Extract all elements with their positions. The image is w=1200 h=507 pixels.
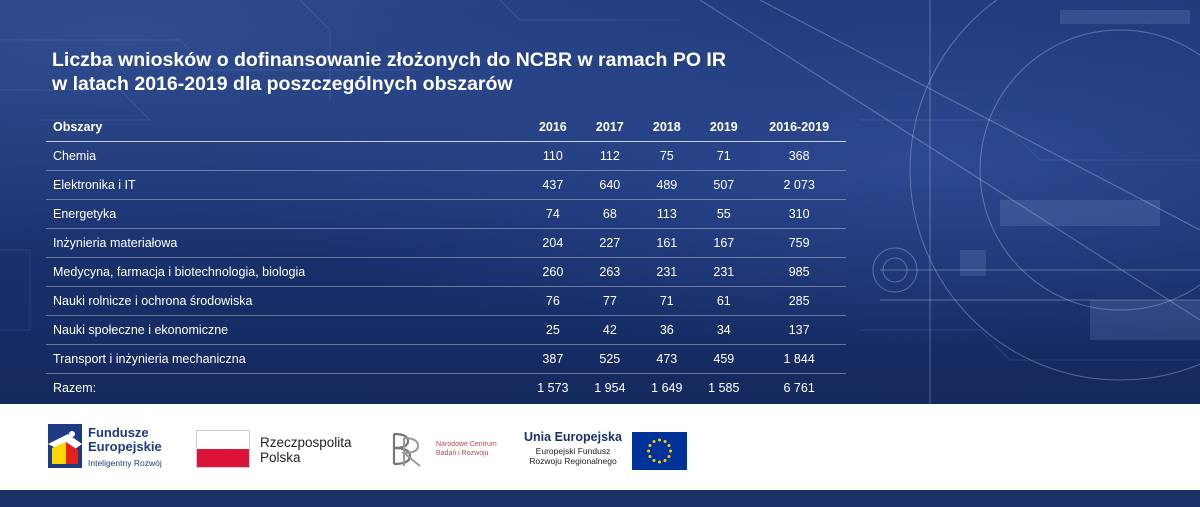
ue-sub-2: Rozwoju Regionalnego bbox=[529, 456, 617, 466]
cell-2018: 36 bbox=[638, 315, 695, 344]
row-label: Elektronika i IT bbox=[46, 170, 524, 199]
eu-star-icon bbox=[658, 461, 661, 464]
cell-2017: 263 bbox=[581, 257, 638, 286]
title-line-1: Liczba wniosków o dofinansowanie złożonych do NCBR w ramach PO IR bbox=[52, 49, 726, 71]
cell-2019: 507 bbox=[695, 170, 752, 199]
ncbr-line-1: Narodowe Centrum bbox=[436, 441, 497, 448]
rzeczpospolita-polska-logo bbox=[196, 430, 366, 470]
row-label: Chemia bbox=[46, 141, 524, 170]
ncbr-line-2: Badań i Rozwoju bbox=[436, 450, 489, 457]
ncbr-logo bbox=[386, 428, 516, 470]
table-header-row bbox=[46, 113, 846, 141]
cell-total: 368 bbox=[752, 141, 846, 170]
data-table bbox=[46, 113, 846, 402]
eu-star-icon bbox=[653, 459, 656, 462]
rp-line-1: Rzeczpospolita bbox=[260, 435, 352, 450]
fundusze-europejskie-logo bbox=[48, 424, 188, 474]
title-line-2: w latach 2016-2019 dla poszczególnych obszarów bbox=[52, 73, 513, 95]
cell-2018: 1 649 bbox=[651, 380, 683, 395]
eu-star-icon bbox=[664, 440, 667, 443]
column-header-2016: 2016 bbox=[524, 113, 581, 141]
table-row bbox=[46, 199, 846, 228]
cell-total: 285 bbox=[752, 286, 846, 315]
row-label: Nauki społeczne i ekonomiczne bbox=[46, 315, 524, 344]
cell-total: 310 bbox=[752, 199, 846, 228]
eu-star-icon bbox=[648, 444, 651, 447]
cell-2017: 525 bbox=[581, 344, 638, 373]
cell-2016: 204 bbox=[524, 228, 581, 257]
ncbr-mark-icon bbox=[386, 428, 428, 470]
cell-total: 985 bbox=[752, 257, 846, 286]
table-row bbox=[46, 257, 846, 286]
cell-2017: 112 bbox=[581, 141, 638, 170]
cell-2019: 1 585 bbox=[708, 380, 740, 395]
eu-flag-icon bbox=[632, 432, 687, 470]
column-header-2018: 2018 bbox=[638, 113, 695, 141]
cell-2017: 1 954 bbox=[594, 380, 626, 395]
unia-europejska-logo bbox=[520, 428, 690, 474]
cell-2016: 76 bbox=[524, 286, 581, 315]
eu-star-icon bbox=[658, 439, 661, 442]
cell-2016: 387 bbox=[524, 344, 581, 373]
ue-line-1: Unia Europejska bbox=[524, 430, 622, 444]
table-row bbox=[46, 286, 846, 315]
cell-2019: 71 bbox=[695, 141, 752, 170]
fe-line-2: Europejskie bbox=[88, 439, 162, 454]
table-row bbox=[46, 228, 846, 257]
row-label: Nauki rolnicze i ochrona środowiska bbox=[46, 286, 524, 315]
fe-subtitle: Inteligentny Rozwój bbox=[88, 458, 162, 468]
cell-2016: 437 bbox=[524, 170, 581, 199]
column-header-total: 2016-2019 bbox=[752, 113, 846, 141]
cell-2019: 231 bbox=[695, 257, 752, 286]
eu-star-icon bbox=[668, 444, 671, 447]
cell-2016: 110 bbox=[524, 141, 581, 170]
row-label: Transport i inżynieria mechaniczna bbox=[46, 344, 524, 373]
cell-2018: 113 bbox=[638, 199, 695, 228]
cell-2018: 71 bbox=[638, 286, 695, 315]
page-title bbox=[52, 48, 752, 96]
table-row bbox=[46, 141, 846, 170]
cell-total: 6 761 bbox=[783, 380, 815, 395]
ue-sub-1: Europejski Fundusz bbox=[535, 446, 611, 456]
column-header-2017: 2017 bbox=[581, 113, 638, 141]
cell-2017: 42 bbox=[581, 315, 638, 344]
cell-2019: 167 bbox=[695, 228, 752, 257]
cell-2016: 74 bbox=[524, 199, 581, 228]
eu-star-icon bbox=[648, 455, 651, 458]
fe-line-1: Fundusze bbox=[88, 425, 149, 440]
row-label: Medycyna, farmacja i biotechnologia, biologia bbox=[46, 257, 524, 286]
row-label-total: Razem: bbox=[53, 380, 97, 395]
cell-total: 759 bbox=[752, 228, 846, 257]
cell-2019: 34 bbox=[695, 315, 752, 344]
cell-total: 1 844 bbox=[752, 344, 846, 373]
cell-2017: 68 bbox=[581, 199, 638, 228]
cell-2016: 25 bbox=[524, 315, 581, 344]
eu-star-icon bbox=[669, 450, 672, 453]
cell-total: 2 073 bbox=[752, 170, 846, 199]
cell-2016: 1 573 bbox=[537, 380, 569, 395]
eu-star-icon bbox=[647, 450, 650, 453]
logo-strip bbox=[0, 404, 1200, 490]
eu-star-icon bbox=[664, 459, 667, 462]
footer-bar bbox=[0, 490, 1200, 507]
row-label: Inżynieria materiałowa bbox=[46, 228, 524, 257]
table-row-total bbox=[46, 373, 846, 402]
row-label: Energetyka bbox=[46, 199, 524, 228]
cell-2019: 61 bbox=[695, 286, 752, 315]
cell-total: 137 bbox=[752, 315, 846, 344]
cell-2018: 473 bbox=[638, 344, 695, 373]
table-row bbox=[46, 170, 846, 199]
column-header-2019: 2019 bbox=[695, 113, 752, 141]
eu-star-icon bbox=[668, 455, 671, 458]
cell-2018: 75 bbox=[638, 141, 695, 170]
cell-2018: 489 bbox=[638, 170, 695, 199]
table-row bbox=[46, 315, 846, 344]
polish-flag-icon bbox=[196, 430, 250, 468]
column-header-areas: Obszary bbox=[46, 113, 524, 141]
cell-2017: 77 bbox=[581, 286, 638, 315]
cell-2017: 640 bbox=[581, 170, 638, 199]
cell-2019: 459 bbox=[695, 344, 752, 373]
cell-2017: 227 bbox=[581, 228, 638, 257]
fundusze-europejskie-mark-icon bbox=[48, 424, 82, 468]
cell-2019: 55 bbox=[695, 199, 752, 228]
rp-line-2: Polska bbox=[260, 450, 301, 465]
table-row bbox=[46, 344, 846, 373]
eu-star-icon bbox=[653, 440, 656, 443]
cell-2018: 161 bbox=[638, 228, 695, 257]
cell-2018: 231 bbox=[638, 257, 695, 286]
cell-2016: 260 bbox=[524, 257, 581, 286]
